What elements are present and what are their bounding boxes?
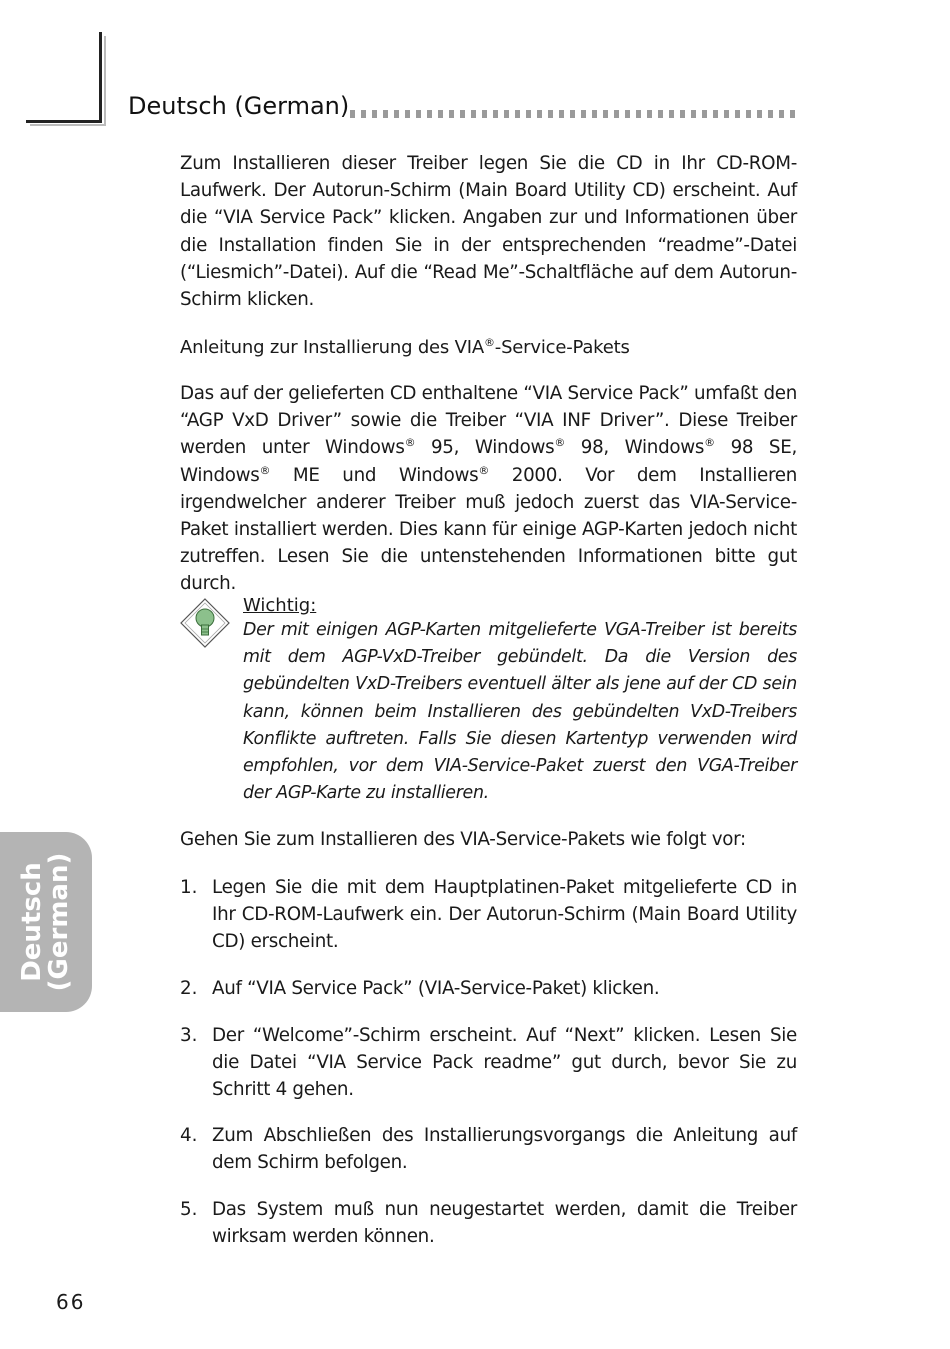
intro-paragraph: Zum Installieren dieser Treiber legen Sie die CD in Ihr CD-ROM-Laufwerk. Der Autorun-Schirm (Main Board Utility CD) erscheint. Auf die “VIA Service Pack” klicken. Angaben zur und Informationen über die Installation finden Sie in der entsprechenden “readme”-Datei (“Liesmich”-Datei). Auf die “Read Me”-Schaltfläche auf dem Autorun-Schirm klicken.: [180, 153, 797, 311]
step-text: Legen Sie die mit dem Hauptplatinen-Paket mitgelieferte CD in Ihr CD-ROM-Laufwerk ein. Der Autorun-Schirm (Main Board Utility CD) erscheint.: [212, 877, 797, 953]
service-pack-paragraph: [180, 380, 797, 598]
paragraph-text: 98, Windows: [565, 437, 705, 459]
paragraph-text: Das auf der gelieferten CD enthaltene “VIA Service Pack” umfaßt den “AGP VxD Driver” sowie die Treiber “VIA INF Driver”. Diese Treiber werden unter Windows: [180, 383, 797, 459]
subheading: [180, 334, 630, 361]
corner-mark: [26, 120, 102, 123]
registered-mark: ®: [404, 436, 416, 450]
paragraph-text: ME und Windows: [270, 464, 479, 486]
side-tab-line: Deutsch: [17, 862, 47, 982]
registered-mark: ®: [483, 336, 495, 349]
corner-mark-shadow: [30, 124, 106, 126]
registered-mark: ®: [704, 436, 715, 450]
steps-intro: Gehen Sie zum Installieren des VIA-Service-Pakets wie folgt vor:: [180, 829, 746, 850]
step-text: Das System muß nun neugestartet werden, damit die Treiber wirksam werden können.: [212, 1199, 797, 1248]
section-title: Deutsch (German): [128, 92, 350, 120]
paragraph-text: 2000. Vor dem Installieren irgendwelcher anderer Treiber muß jedoch zuerst das VIA-Service-Paket installiert werden. Dies kann für einige AGP-Karten jedoch nicht zutreffen. Lesen Sie die untenstehenden Informationen bitte gut durch.: [180, 464, 797, 595]
step-number: 2.: [180, 978, 198, 999]
step-text: Zum Abschließen des Installierungsvorgangs die Anleitung auf dem Schirm befolgen.: [212, 1125, 797, 1174]
step-number: 1.: [180, 877, 198, 898]
registered-mark: ®: [478, 463, 490, 477]
paragraph-text: 98 SE, Windows: [180, 437, 797, 486]
step-number: 4.: [180, 1125, 198, 1146]
language-side-tab: [0, 832, 92, 1012]
subheading-text: Anleitung zur Installierung des VIA: [180, 337, 484, 358]
corner-mark: [99, 32, 102, 122]
step-number: 3.: [180, 1025, 198, 1046]
note-text: Der mit einigen AGP-Karten mitgelieferte VGA-Treiber ist bereits mit dem AGP-VxD-Treiber gebündelt. Da die Version des gebündelten VxD-Treibers eventuell älter als jene auf der CD sein kann, können beim Installieren des gebündelten VxD-Treibers Konflikte auftreten. Falls Sie diesen Kartentyp verwenden wird empfohlen, vor dem VIA-Service-Paket zuerst den VGA-Treiber der AGP-Karte zu installieren.: [243, 620, 797, 804]
page-number: 66: [56, 1290, 86, 1314]
step-text: Der “Welcome”-Schirm erscheint. Auf “Next” klicken. Lesen Sie die Datei “VIA Service Pack readme” gut durch, bevor Sie zu Schritt 4 gehen.: [212, 1025, 797, 1101]
title-dotted-rule: [350, 110, 798, 118]
side-tab-label: [19, 853, 73, 992]
corner-mark-shadow: [104, 36, 106, 126]
side-tab-line: (German): [44, 852, 74, 992]
lightbulb-icon: [180, 598, 230, 648]
step-text: Auf “VIA Service Pack” (VIA-Service-Paket) klicken.: [212, 978, 660, 999]
step-number: 5.: [180, 1199, 198, 1220]
registered-mark: ®: [259, 463, 271, 477]
registered-mark: ®: [554, 436, 566, 450]
paragraph-text: 95, Windows: [415, 437, 555, 459]
subheading-text: -Service-Pakets: [494, 337, 630, 358]
note-title: Wichtig:: [243, 595, 317, 616]
